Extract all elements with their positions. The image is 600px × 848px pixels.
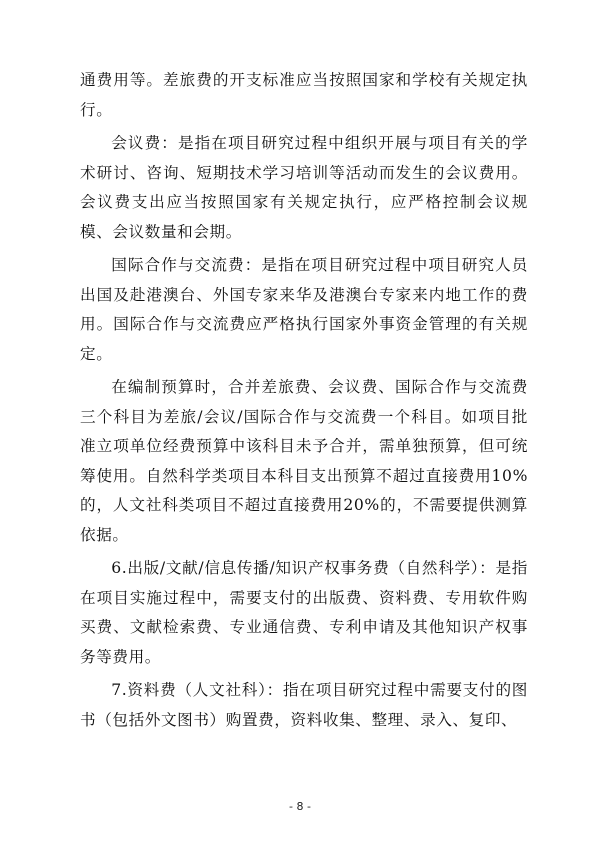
paragraph-budget-merging: 在编制预算时，合并差旅费、会议费、国际合作与交流费三个科目为差旅/会议/国际合作与交流费一个科目。如项目批准立项单位经费预算中该科目未予合并，需单独预算，但可统筹使用。自然科学类项目本科目支出预算不超过直接费用10%的，人文社科类项目不超过直接费用20%的，不需要提供测算依据。: [80, 378, 528, 544]
page-number: - 8 -: [289, 800, 311, 813]
body-text: [80, 66, 528, 739]
paragraph-travel-standard: 通费用等。差旅费的开支标准应当按照国家和学校有关规定执行。: [80, 71, 528, 119]
paragraph-publication-fee: 6.出版/文献/信息传播/知识产权事务费（自然科学）：是指在项目实施过程中，需要支付的出版费、资料费、专用软件购买费、文献检索费、专业通信费、专利申请及其他知识产权事务等费用。: [80, 559, 528, 666]
paragraph-international-cooperation-fee: 国际合作与交流费：是指在项目研究过程中项目研究人员出国及赴港澳台、外国专家来华及港澳台专家来内地工作的费用。国际合作与交流费应严格执行国家外事资金管理的有关规定。: [80, 256, 528, 363]
paragraph-materials-fee: 7.资料费（人文社科）：指在项目研究过程中需要支付的图书（包括外文图书）购置费，资料收集、整理、录入、复印、: [80, 681, 528, 729]
paragraph-meeting-fee: 会议费：是指在项目研究过程中组织开展与项目有关的学术研讨、咨询、短期技术学习培训等活动而发生的会议费用。会议费支出应当按照国家有关规定执行，应严格控制会议规模、会议数量和会期。: [80, 134, 528, 241]
